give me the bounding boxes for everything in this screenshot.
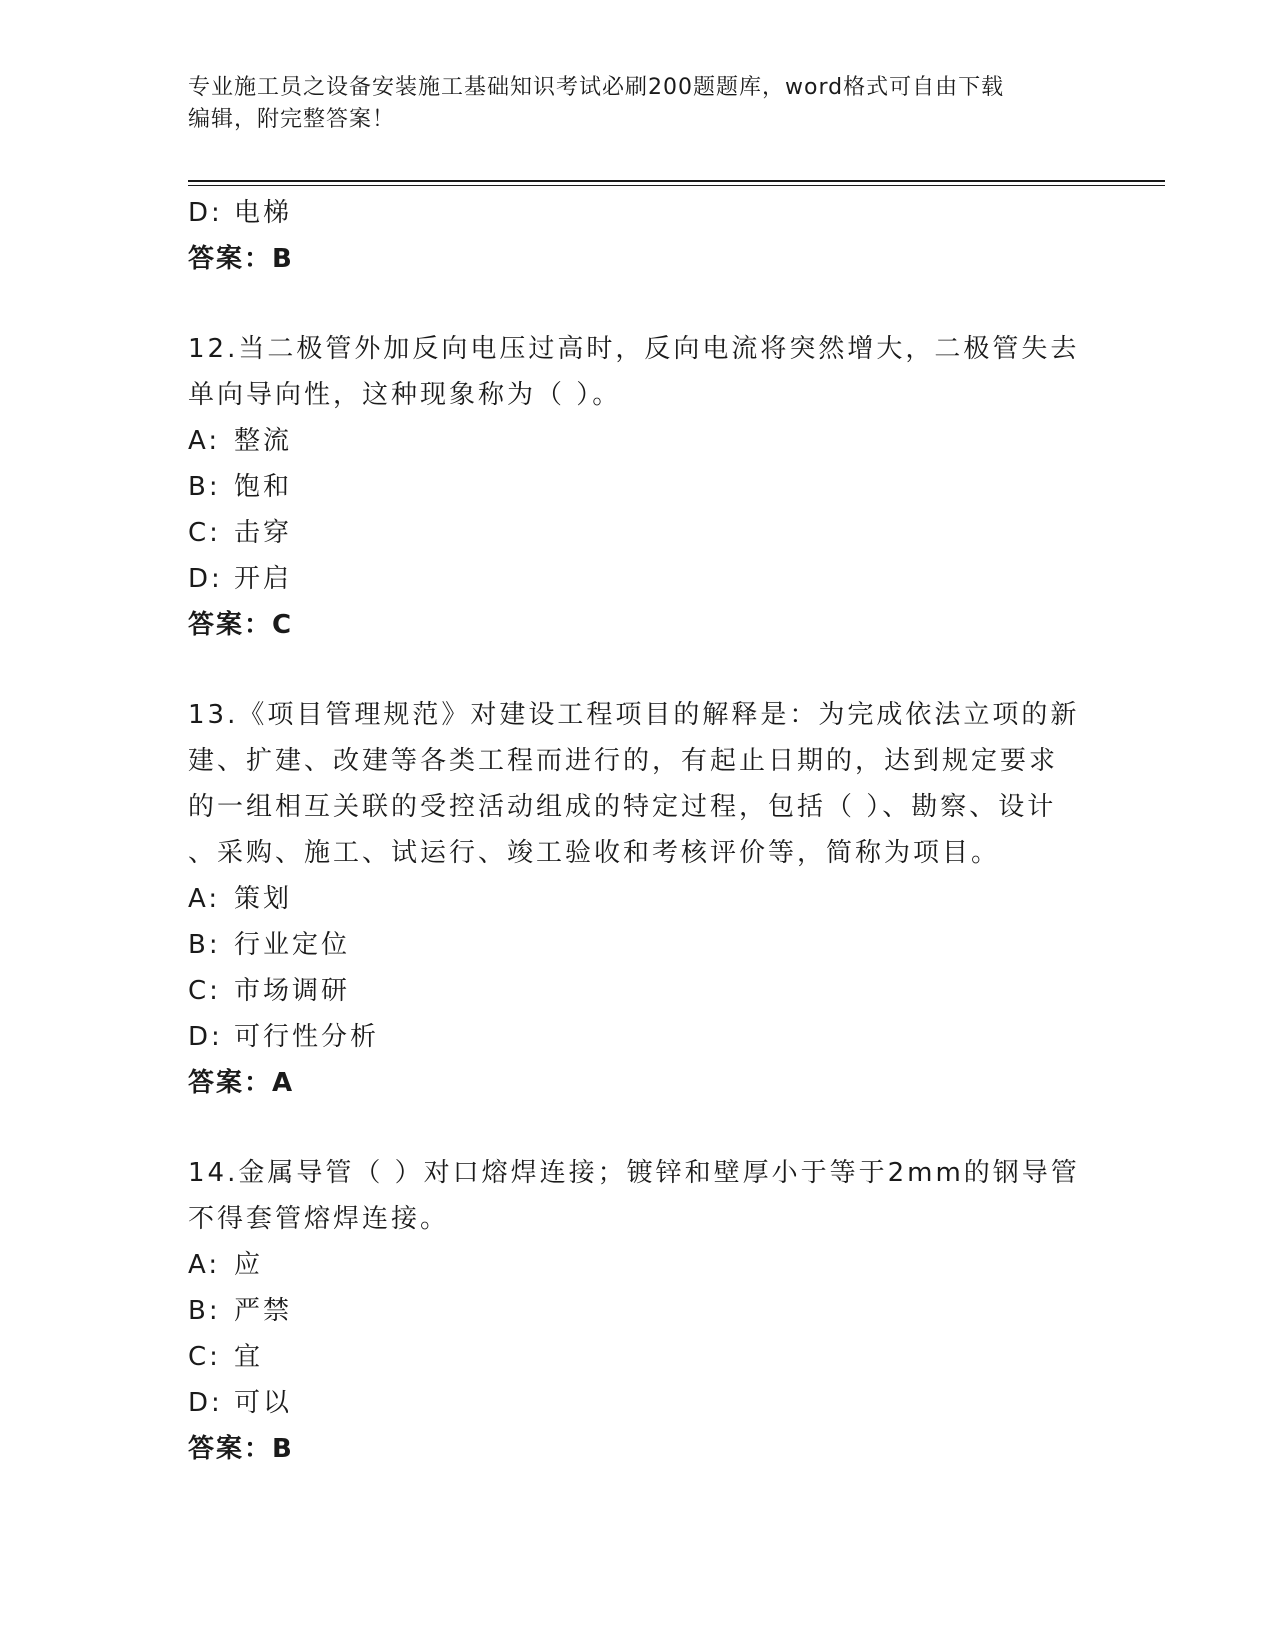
header-title-line-1: 专业施工员之设备安装施工基础知识考试必刷200题题库，word格式可自由下载: [188, 75, 1005, 100]
header-divider-thick: [188, 180, 1165, 182]
question-stem-line: 13.《项目管理规范》对建设工程项目的解释是：为完成依法立项的新: [188, 700, 1080, 730]
option-text: 击穿: [234, 518, 293, 548]
option-text: 可行性分析: [234, 1022, 380, 1052]
option-text: 可以: [234, 1388, 293, 1418]
option-b: [188, 464, 1088, 510]
header-divider-thin: [188, 185, 1165, 186]
prev-question-answer: 答案：B: [188, 244, 294, 274]
option-text: 策划: [234, 884, 293, 914]
option-key: C:: [188, 518, 221, 548]
option-c: [188, 1334, 1088, 1380]
option-key: B:: [188, 472, 221, 502]
question-answer: 答案：B: [188, 1434, 294, 1464]
option-a: [188, 418, 1088, 464]
option-key: D:: [188, 198, 223, 228]
question-answer: 答案：C: [188, 610, 294, 640]
option-a: [188, 876, 1088, 922]
spacer: [188, 648, 1088, 692]
question-stem-line: 建、扩建、改建等各类工程而进行的，有起止日期的，达到规定要求: [188, 746, 1059, 776]
option-key: A:: [188, 884, 221, 914]
option-text: 开启: [234, 564, 293, 594]
option-key: D:: [188, 1022, 223, 1052]
header-title-line-2: 编辑，附完整答案！: [188, 107, 396, 132]
spacer: [188, 282, 1088, 326]
document-header: [188, 72, 1068, 136]
option-key: D:: [188, 564, 223, 594]
question-stem-line: 12.当二极管外加反向电压过高时，反向电流将突然增大，二极管失去: [188, 334, 1080, 364]
option-b: [188, 922, 1088, 968]
option-key: A:: [188, 1250, 221, 1280]
option-d: [188, 556, 1088, 602]
option-text: 宜: [234, 1342, 264, 1372]
option-a: [188, 1242, 1088, 1288]
option-d: [188, 1380, 1088, 1426]
spacer: [188, 1106, 1088, 1150]
question-answer: 答案：A: [188, 1068, 295, 1098]
question-stem-line: 单向导向性，这种现象称为（ ）。: [188, 380, 622, 410]
prev-question-option-d: [188, 190, 1088, 236]
option-text: 电梯: [234, 198, 293, 228]
option-text: 整流: [234, 426, 293, 456]
option-key: C:: [188, 976, 221, 1006]
question-13: [188, 692, 1088, 1106]
question-stem-line: 、采购、施工、试运行、竣工验收和考核评价等，简称为项目。: [188, 838, 1001, 868]
option-key: C:: [188, 1342, 221, 1372]
option-key: B:: [188, 1296, 221, 1326]
option-d: [188, 1014, 1088, 1060]
option-text: 饱和: [234, 472, 293, 502]
question-stem-line: 14.金属导管（ ）对口熔焊连接；镀锌和壁厚小于等于2mm的钢导管: [188, 1158, 1080, 1188]
option-c: [188, 968, 1088, 1014]
question-14: [188, 1150, 1088, 1472]
option-text: 应: [234, 1250, 264, 1280]
option-text: 行业定位: [234, 930, 351, 960]
option-key: D:: [188, 1388, 223, 1418]
question-stem-line: 的一组相互关联的受控活动组成的特定过程，包括（ ）、勘察、设计: [188, 792, 1057, 822]
option-c: [188, 510, 1088, 556]
option-b: [188, 1288, 1088, 1334]
document-body: [188, 190, 1088, 1472]
option-key: A:: [188, 426, 221, 456]
option-key: B:: [188, 930, 221, 960]
question-12: [188, 326, 1088, 648]
option-text: 严禁: [234, 1296, 293, 1326]
question-stem-line: 不得套管熔焊连接。: [188, 1204, 450, 1234]
option-text: 市场调研: [234, 976, 351, 1006]
